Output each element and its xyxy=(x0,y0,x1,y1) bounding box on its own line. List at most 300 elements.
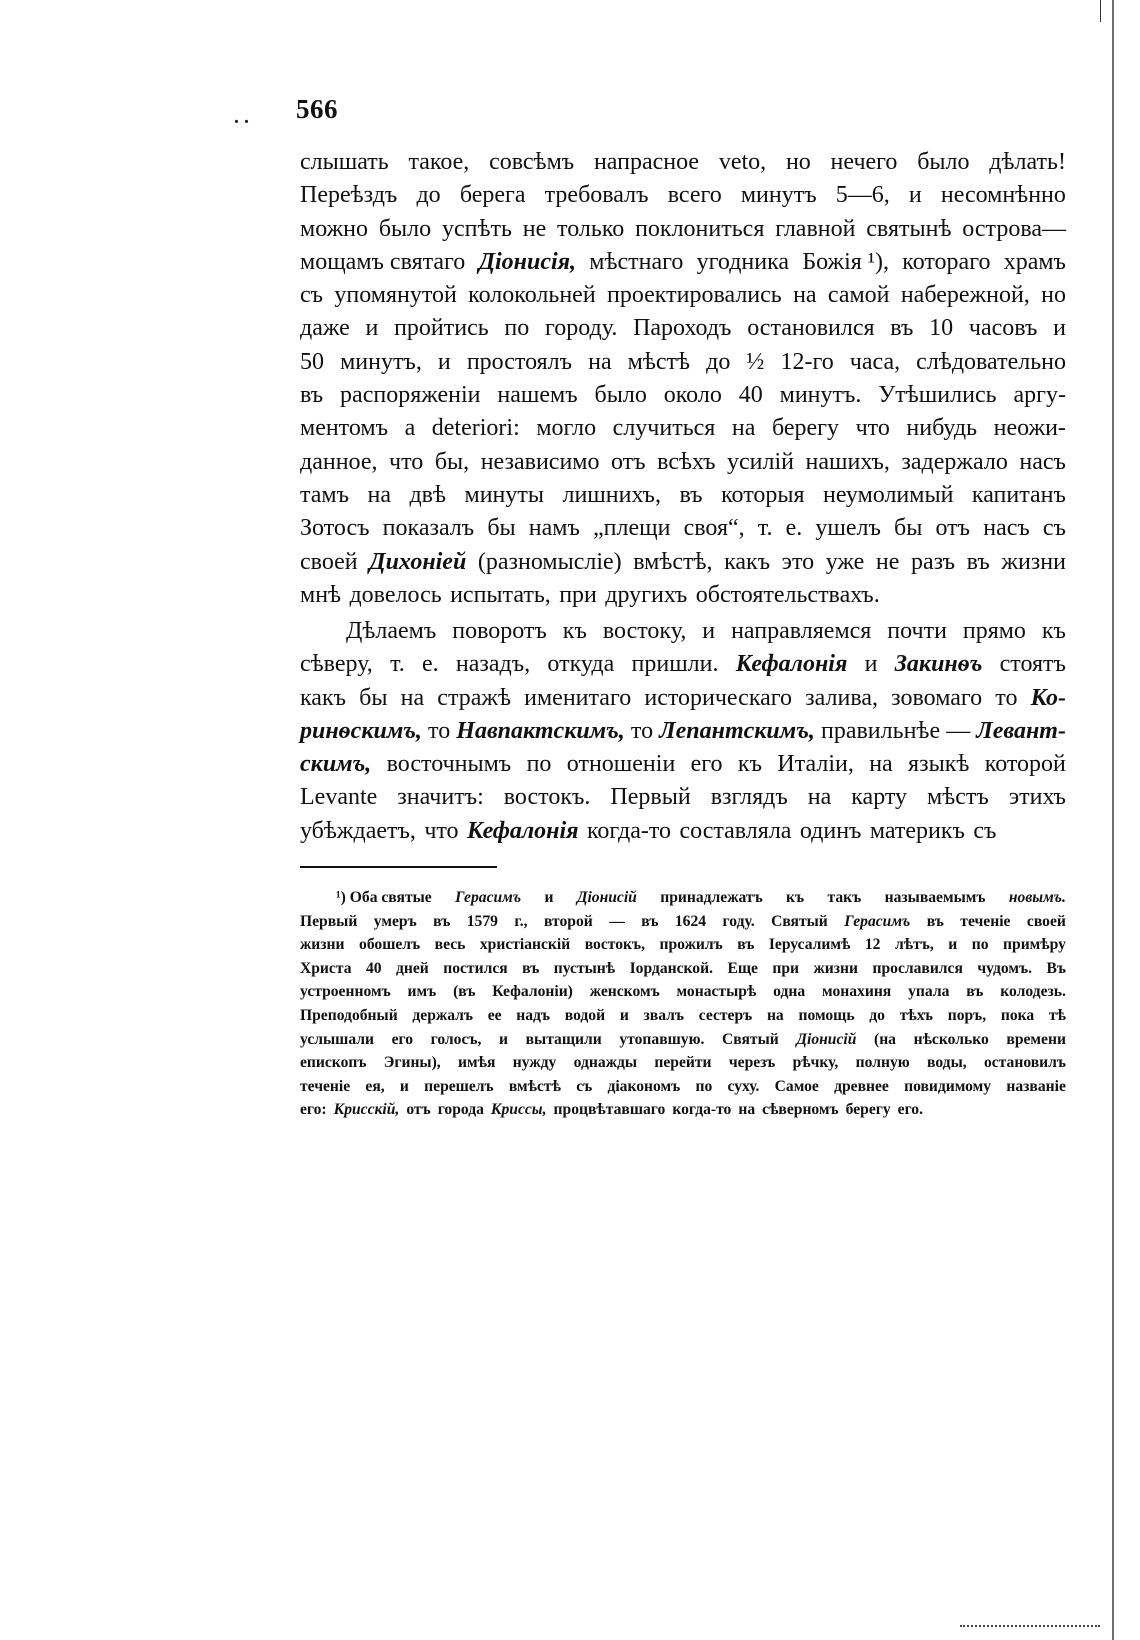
word: по xyxy=(971,936,989,954)
word: — xyxy=(609,912,625,930)
word: бы xyxy=(359,684,388,711)
word: чудомъ. xyxy=(977,959,1032,977)
word: дней xyxy=(396,959,429,977)
word: 10 xyxy=(929,315,954,342)
word: и xyxy=(1053,315,1066,342)
word: зовомаго xyxy=(891,684,983,711)
word: прямо xyxy=(962,618,1026,644)
word: распоряженіи xyxy=(340,382,481,409)
word: неожи- xyxy=(993,415,1066,442)
word: минутъ. xyxy=(779,382,862,409)
word: постился xyxy=(443,959,508,977)
word: монахиня xyxy=(822,983,892,1001)
word: стражѣ xyxy=(437,684,511,711)
word: насъ xyxy=(983,515,1030,542)
word: воды, xyxy=(927,1054,967,1072)
word: и xyxy=(499,1030,508,1048)
word: разъ xyxy=(910,548,956,575)
word: Іорданской. xyxy=(629,959,713,977)
stray-mark: . . xyxy=(234,106,249,128)
word: перешелъ xyxy=(424,1077,494,1095)
word: совсѣмъ xyxy=(489,149,575,175)
text-line xyxy=(300,715,1066,748)
word: то xyxy=(995,684,1018,711)
word: монастырѣ xyxy=(676,983,757,1001)
word: къ xyxy=(562,618,587,644)
word: бы, xyxy=(434,448,470,475)
word: остановилъ xyxy=(983,1054,1066,1072)
word: къ xyxy=(1041,618,1066,644)
word: мнѣ xyxy=(300,581,342,608)
text-line xyxy=(300,379,1066,412)
word: въ xyxy=(522,959,540,977)
word: Кефалонія xyxy=(466,817,579,844)
word: Діонисій xyxy=(576,889,637,906)
word: Кефалонія xyxy=(735,651,848,678)
word: Навпактскимъ, xyxy=(456,717,625,744)
word: Герасимъ xyxy=(844,912,911,930)
page-edge-tick xyxy=(1100,0,1101,22)
word: данное, xyxy=(300,448,378,475)
paragraph-2 xyxy=(300,615,1066,848)
word: умеръ xyxy=(373,912,417,930)
word: году. xyxy=(722,912,755,930)
text-line xyxy=(300,412,1066,445)
word: поръ, xyxy=(947,1006,987,1024)
word: по xyxy=(695,1077,713,1095)
word: минутъ xyxy=(740,182,817,209)
word: его xyxy=(391,1030,414,1048)
text-line xyxy=(300,512,1066,545)
word: востокъ. xyxy=(503,784,591,811)
word: но xyxy=(1041,282,1066,309)
word: отъ xyxy=(935,515,971,542)
word: діакономъ xyxy=(607,1077,681,1095)
word: его. xyxy=(897,1101,923,1119)
word: восточнымъ xyxy=(386,751,512,778)
word: Переѣздъ xyxy=(300,182,398,209)
word: отъ xyxy=(406,1101,431,1119)
word: требовалъ xyxy=(544,182,649,209)
word: 1624 xyxy=(674,912,707,930)
word: самой xyxy=(827,282,890,309)
word: veto, xyxy=(718,149,767,175)
word: часовъ xyxy=(968,315,1038,342)
word: (на xyxy=(874,1030,896,1048)
text-line xyxy=(300,213,1066,246)
word: угодника xyxy=(696,248,790,275)
word: дѣлать! xyxy=(989,149,1066,175)
word: услышали xyxy=(300,1030,374,1048)
word: 5—6, xyxy=(835,182,890,209)
word: Криссы, xyxy=(490,1101,547,1119)
word: въ xyxy=(679,481,703,508)
word: е. xyxy=(785,515,803,542)
word: 40 xyxy=(738,382,763,409)
word: берегу xyxy=(771,415,840,442)
word: тамъ xyxy=(300,481,350,508)
word: жизни xyxy=(1001,548,1066,575)
word: несомнѣнно xyxy=(940,182,1066,209)
word: случиться xyxy=(612,415,716,442)
word: усилій xyxy=(727,448,795,475)
word: Лепантскимъ, xyxy=(659,717,815,744)
word: часа, xyxy=(849,348,901,375)
word: Ко- xyxy=(1030,684,1066,711)
word: это xyxy=(781,548,815,575)
word: при xyxy=(772,959,800,977)
word: Герасимъ xyxy=(455,889,522,906)
word: е. xyxy=(422,651,439,678)
word: только xyxy=(557,215,625,242)
word: deteriori: xyxy=(431,415,520,442)
text-line xyxy=(300,179,1066,212)
word: древнее xyxy=(834,1077,889,1095)
text-line xyxy=(300,648,1066,681)
word: называемымъ xyxy=(884,889,986,906)
word: вытащили xyxy=(525,1030,602,1048)
word: стоятъ xyxy=(999,651,1066,678)
word: испытать, xyxy=(450,581,551,608)
word: „плещи xyxy=(593,515,671,542)
word: пройтись xyxy=(394,315,489,342)
word: 1579 xyxy=(466,912,498,930)
word: Дѣлаемъ xyxy=(346,618,437,644)
text-line xyxy=(300,279,1066,312)
text-line xyxy=(300,246,1066,279)
word: бы xyxy=(894,515,923,542)
word: прославился xyxy=(872,959,963,977)
word: бы xyxy=(487,515,516,542)
word: даже xyxy=(300,315,350,342)
word: Божія ¹), xyxy=(802,248,889,275)
word: теченіе xyxy=(300,1077,351,1095)
word: такъ xyxy=(827,889,862,906)
word: Преподобный xyxy=(300,1006,398,1024)
word: на xyxy=(766,1006,784,1024)
word: одна xyxy=(773,983,806,1001)
word: христіанскій xyxy=(479,936,571,954)
text-line xyxy=(300,781,1066,814)
text-line xyxy=(300,682,1066,715)
word: епископъ xyxy=(300,1054,367,1072)
word: т. xyxy=(757,515,773,542)
word: остановился xyxy=(747,315,875,342)
word: въ xyxy=(300,382,324,409)
word: повидимому xyxy=(904,1077,992,1095)
word: Левант- xyxy=(976,717,1066,744)
word: ринѳскимъ, xyxy=(300,717,422,744)
text-line xyxy=(300,886,1066,910)
bottom-scan-speckle xyxy=(960,1622,1100,1627)
word: можно xyxy=(300,215,369,242)
word: Кефалоніи) xyxy=(492,983,573,1001)
word: капитанъ xyxy=(971,481,1066,508)
word: Святый xyxy=(722,1030,779,1048)
word: вмѣстѣ xyxy=(508,1077,561,1095)
word: могло xyxy=(536,415,597,442)
word: звалъ xyxy=(643,1006,684,1024)
word: на xyxy=(367,481,391,508)
word: востоку, xyxy=(602,618,687,644)
word: (въ xyxy=(453,983,476,1001)
word: Христа xyxy=(300,959,352,977)
word: его xyxy=(690,751,723,778)
word: женскомъ xyxy=(589,983,660,1001)
word: когда-то xyxy=(586,817,672,844)
word: на xyxy=(588,348,612,375)
word: примѣру xyxy=(1003,936,1066,954)
word: нашихъ, xyxy=(805,448,890,475)
word: которой xyxy=(984,751,1066,778)
word: не xyxy=(522,215,547,242)
word: весь xyxy=(434,936,466,954)
word: берега xyxy=(459,182,526,209)
word: утопавшую. xyxy=(619,1030,705,1048)
word: Діонисія, xyxy=(478,248,576,275)
word: при xyxy=(559,581,597,608)
word: острова— xyxy=(962,215,1066,242)
text-line xyxy=(300,957,1066,981)
word: упала xyxy=(908,983,950,1001)
word: на xyxy=(400,684,425,711)
word: одинъ xyxy=(799,817,862,844)
word: къ xyxy=(786,889,805,906)
word: берегу xyxy=(845,1101,891,1119)
word: поклониться xyxy=(635,215,765,242)
word: Закинѳъ xyxy=(894,651,983,678)
word: пришли. xyxy=(631,651,719,678)
word: что xyxy=(424,817,459,844)
word: убѣждаетъ, xyxy=(300,817,416,844)
word: сѣверу, xyxy=(300,651,373,678)
word: имъ xyxy=(407,983,437,1001)
word: прожилъ xyxy=(659,936,723,954)
word: слышать xyxy=(300,149,389,175)
word: мощамъ святаго xyxy=(300,248,466,275)
word: мѣстъ xyxy=(927,784,989,811)
word: напрасное xyxy=(593,149,700,175)
word: на xyxy=(807,784,832,811)
word: a xyxy=(404,415,416,442)
word: Первый xyxy=(610,784,691,811)
word: до xyxy=(869,1006,885,1024)
word: по xyxy=(504,315,530,342)
word: Первый xyxy=(300,912,358,930)
word: нашемъ xyxy=(497,382,578,409)
word: задержало xyxy=(901,448,1008,475)
word: ½ xyxy=(746,348,765,375)
word: жизни xyxy=(300,936,345,954)
word: и xyxy=(619,1006,629,1024)
word: въ xyxy=(926,912,944,930)
word: намъ xyxy=(528,515,580,542)
text-line xyxy=(300,579,1066,612)
word: и xyxy=(365,315,379,342)
word: отношеніи xyxy=(566,751,676,778)
word: поворотъ xyxy=(452,618,547,644)
word: насъ xyxy=(1019,448,1066,475)
word: въ xyxy=(890,315,914,342)
text-line xyxy=(300,910,1066,934)
word: минутъ, xyxy=(340,348,422,375)
word: Италіи, xyxy=(777,751,854,778)
word: было xyxy=(378,215,432,242)
word: минуты xyxy=(464,481,545,508)
word: Дихоніей xyxy=(369,548,467,575)
word: какъ xyxy=(300,684,347,711)
word: Крисскій, xyxy=(333,1101,400,1119)
word: двѣ xyxy=(409,481,447,508)
word: съ xyxy=(576,1077,593,1095)
word: съ xyxy=(973,817,997,844)
word: устроенномъ xyxy=(300,983,391,1001)
word: обошелъ xyxy=(359,936,421,954)
word: нужду xyxy=(512,1054,557,1072)
text-line xyxy=(300,1051,1066,1075)
word: карту xyxy=(851,784,908,811)
word: направляемся xyxy=(731,618,872,644)
word: котораго xyxy=(902,248,991,275)
word: 12-го xyxy=(780,348,834,375)
word: всѣхъ xyxy=(657,448,716,475)
word: колокольней xyxy=(468,282,596,309)
text-line xyxy=(300,1004,1066,1028)
text-line xyxy=(300,1098,1066,1122)
word: что xyxy=(389,448,424,475)
word: 12 xyxy=(864,936,881,954)
word: набережной, xyxy=(900,282,1030,309)
word: г., xyxy=(514,912,528,930)
word: какъ xyxy=(724,548,771,575)
text-line xyxy=(300,980,1066,1004)
page-number: 566 xyxy=(296,94,338,124)
word: языкѣ xyxy=(908,751,970,778)
word: Еще xyxy=(727,959,758,977)
text-line xyxy=(300,748,1066,781)
word: Утѣшились xyxy=(878,382,997,409)
word: въ xyxy=(737,936,755,954)
word: взглядъ xyxy=(710,784,788,811)
word: именитаго xyxy=(524,684,632,711)
word: не xyxy=(875,548,900,575)
word: Іерусалимѣ xyxy=(768,936,851,954)
word: имѣя xyxy=(458,1054,496,1072)
word: ее xyxy=(487,1006,502,1024)
word: принадлежатъ xyxy=(660,889,763,906)
word: и xyxy=(437,348,451,375)
word: въ xyxy=(433,912,451,930)
word: держалъ xyxy=(412,1006,473,1024)
word: своей xyxy=(300,548,358,575)
word: было xyxy=(594,382,647,409)
text-line xyxy=(300,446,1066,479)
text-line xyxy=(300,1075,1066,1099)
word: тѣхъ xyxy=(899,1006,933,1024)
word: надъ xyxy=(516,1006,551,1024)
word: откуда xyxy=(547,651,615,678)
text-line xyxy=(300,479,1066,512)
word: отъ xyxy=(611,448,646,475)
word: помощь xyxy=(798,1006,855,1024)
word: историческаго xyxy=(644,684,793,711)
word: залива, xyxy=(805,684,879,711)
text-line xyxy=(300,312,1066,345)
word: и xyxy=(399,1077,409,1095)
word: на xyxy=(869,751,893,778)
word: до xyxy=(706,348,731,375)
word: что xyxy=(855,415,890,442)
word: ментомъ xyxy=(300,415,388,442)
word: лѣтъ, xyxy=(894,936,934,954)
word: упомянутой xyxy=(334,282,457,309)
word: пустынѣ xyxy=(553,959,616,977)
word: полную xyxy=(855,1054,910,1072)
text-line xyxy=(300,1028,1066,1052)
word: названіе xyxy=(1006,1077,1066,1095)
word: Эгины), xyxy=(383,1054,441,1072)
word: (разномысліе) xyxy=(477,548,622,575)
word: неумолимый xyxy=(823,481,954,508)
text-line xyxy=(300,346,1066,379)
word: на xyxy=(731,415,756,442)
word: ея, xyxy=(365,1077,385,1095)
word: — xyxy=(946,717,971,744)
word: то xyxy=(630,717,654,744)
word: такое, xyxy=(408,149,470,175)
word: Зотосъ xyxy=(300,515,370,542)
word: независимо xyxy=(480,448,600,475)
word: Діонисій xyxy=(796,1030,857,1048)
word: значитъ: xyxy=(397,784,484,811)
word: перейти xyxy=(654,1054,712,1072)
word: къ xyxy=(737,751,762,778)
word: своя“, xyxy=(683,515,745,542)
word: суху. xyxy=(727,1077,760,1095)
word: святынѣ xyxy=(866,215,952,242)
word: сестеръ xyxy=(698,1006,753,1024)
footnote-separator xyxy=(300,866,497,868)
word: въ xyxy=(966,983,984,1001)
word: Levante xyxy=(300,784,378,811)
word: т. xyxy=(390,651,405,678)
word: востокъ, xyxy=(584,936,645,954)
word: рѣчку, xyxy=(792,1054,839,1072)
text-line xyxy=(300,615,1066,648)
word: было xyxy=(917,149,970,175)
word: 40 xyxy=(365,959,382,977)
word: на xyxy=(793,282,817,309)
word: пока xyxy=(1000,1006,1035,1024)
word: ушелъ xyxy=(815,515,881,542)
word: съ xyxy=(300,282,324,309)
word: почти xyxy=(887,618,947,644)
word: то xyxy=(428,717,451,744)
word: колодезь. xyxy=(1000,983,1066,1001)
word: назадъ, xyxy=(455,651,531,678)
word: голосъ, xyxy=(430,1030,482,1048)
word: мѣстѣ xyxy=(627,348,691,375)
text-line xyxy=(300,146,1066,179)
word: жизни xyxy=(813,959,859,977)
word: до xyxy=(416,182,441,209)
word: материкъ xyxy=(869,817,965,844)
word: правильнѣе xyxy=(820,717,941,744)
word: его: xyxy=(300,1101,327,1119)
word: тѣ xyxy=(1048,1006,1066,1024)
word: Святый xyxy=(771,912,828,930)
word: ¹) Оба святые xyxy=(336,889,432,906)
